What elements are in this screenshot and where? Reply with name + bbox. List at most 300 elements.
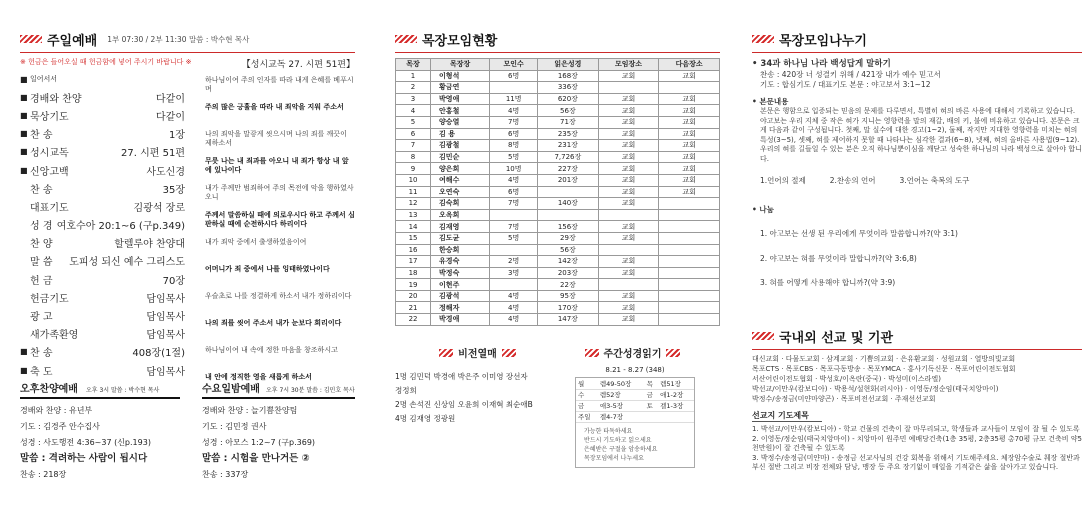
table-cell: 교회 bbox=[659, 151, 720, 163]
order-value: 408장(1절) bbox=[132, 348, 185, 360]
table-row bbox=[396, 209, 720, 221]
table-cell bbox=[659, 302, 720, 314]
prayer-item: 2. 이영동/정순임(태국치앙마이) - 치앙마이 원주민 예배당건축(1층 35평, 2층35평 총70평 규모 건축비 약5천만원)이 잘 건축될 수 있도록 bbox=[752, 434, 1082, 452]
table-cell: 유경숙 bbox=[431, 256, 490, 268]
table-cell: 336장 bbox=[538, 82, 599, 94]
table-cell: 14 bbox=[396, 221, 431, 233]
table-cell bbox=[490, 279, 538, 291]
table-cell: 양승열 bbox=[431, 116, 490, 128]
key-point: 3.언어는 축복의 도구 bbox=[899, 176, 970, 185]
stripes-icon bbox=[439, 349, 453, 357]
vision-header bbox=[395, 345, 565, 360]
divider bbox=[395, 52, 720, 53]
table-cell bbox=[598, 209, 659, 221]
table-cell: 교회 bbox=[659, 128, 720, 140]
lesson-song: 찬송 : 420장 너 성결키 위해 / 421장 내가 예수 믿고서 bbox=[760, 69, 941, 79]
key-points bbox=[752, 176, 1082, 187]
table-cell: 3 bbox=[396, 93, 431, 105]
divider bbox=[752, 52, 1082, 53]
order-label-text: 광 고 bbox=[30, 312, 53, 324]
order-label bbox=[20, 363, 53, 378]
bullet-icon: ■ bbox=[20, 92, 28, 102]
table-cell: 6명 bbox=[490, 70, 538, 82]
table-row bbox=[396, 232, 720, 244]
order-item bbox=[20, 70, 185, 88]
weekly-range: 8.21 - 8.27 (348) bbox=[605, 366, 665, 374]
right-column bbox=[752, 0, 1082, 516]
table-cell bbox=[538, 209, 599, 221]
wed-details bbox=[202, 403, 355, 483]
bullet-icon: ■ bbox=[20, 365, 28, 375]
mission-line: 박선교/이만우(캄보디아) · 박용석/설현화(러시아) · 이영동/정순임(태국치앙마이) bbox=[752, 385, 999, 393]
schedule-row bbox=[576, 400, 694, 411]
schedule-cell: 애1-2장 bbox=[658, 389, 694, 400]
table-header: 목장 bbox=[396, 59, 431, 71]
table-cell bbox=[659, 244, 720, 256]
table-header: 모임장소 bbox=[598, 59, 659, 71]
table-cell bbox=[659, 198, 720, 210]
order-label bbox=[20, 144, 69, 159]
table-row bbox=[396, 221, 720, 233]
mission-line: 박정수/송정금(미얀마양곤) · 목포비전선교회 · 주재선선교회 bbox=[752, 395, 936, 403]
schedule-cell: 금 bbox=[576, 400, 598, 411]
order-label-text: 찬 양 bbox=[30, 239, 53, 251]
table-cell: 156장 bbox=[538, 221, 599, 233]
table-cell: 4명 bbox=[490, 174, 538, 186]
table-cell: 56장 bbox=[538, 244, 599, 256]
schedule-cell bbox=[658, 411, 694, 422]
sharing-title: 목장모임나누기 bbox=[779, 33, 867, 49]
table-cell: 13 bbox=[396, 209, 431, 221]
table-cell: 6명 bbox=[490, 186, 538, 198]
table-cell: 2 bbox=[396, 82, 431, 94]
table-cell: 140장 bbox=[538, 198, 599, 210]
schedule-cell: 겔4-7장 bbox=[598, 411, 645, 422]
table-cell: 교회 bbox=[598, 70, 659, 82]
order-label bbox=[20, 217, 53, 232]
order-item bbox=[20, 143, 185, 161]
pm-line: 성경 : 사도행전 4:36~37 (신p.193) bbox=[20, 438, 151, 447]
table-cell: 142장 bbox=[538, 256, 599, 268]
weekly-header bbox=[575, 345, 695, 360]
order-value: 35장 bbox=[162, 184, 185, 196]
table-cell: 4명 bbox=[490, 302, 538, 314]
table-cell: 교회 bbox=[598, 256, 659, 268]
table-cell: 168장 bbox=[538, 70, 599, 82]
bullet-icon: ■ bbox=[20, 129, 28, 139]
table-cell: 교회 bbox=[659, 93, 720, 105]
bullet-icon: ■ bbox=[20, 110, 28, 120]
order-value: 담임목사 bbox=[146, 330, 185, 342]
order-label-text: 찬 송 bbox=[30, 130, 53, 142]
table-cell: 203장 bbox=[538, 267, 599, 279]
table-cell bbox=[659, 290, 720, 302]
pm-line: 찬송 : 218장 bbox=[20, 470, 67, 479]
order-label-text: 찬 송 bbox=[30, 348, 53, 360]
table-row bbox=[396, 105, 720, 117]
order-value: 사도신경 bbox=[146, 166, 185, 178]
stripes-icon bbox=[752, 332, 774, 340]
group-status-title: 목장모임현황 bbox=[422, 33, 498, 49]
left-column bbox=[20, 0, 355, 516]
table-cell: 10명 bbox=[490, 163, 538, 175]
mission-list bbox=[752, 354, 1082, 404]
table-cell: 16 bbox=[396, 244, 431, 256]
table-cell: 이형석 bbox=[431, 70, 490, 82]
order-item bbox=[20, 306, 185, 324]
schedule-cell bbox=[645, 411, 659, 422]
table-cell: 56장 bbox=[538, 105, 599, 117]
table-cell: 김재영 bbox=[431, 221, 490, 233]
weekly-title: 주간성경읽기 bbox=[603, 349, 662, 360]
group-table bbox=[395, 58, 720, 326]
schedule-cell: 렘52장 bbox=[598, 389, 645, 400]
share-question: 2. 야고보는 혀를 무엇이라 말합니까?(약 3:6,8) bbox=[760, 253, 917, 263]
lesson-topic: • 34과 하나님 나라 백성답게 말하기 bbox=[752, 59, 891, 69]
offering-notice: ※ 헌금은 들어오실 때 헌금함에 넣어 주시기 바랍니다 ※ bbox=[20, 58, 192, 66]
weekly-note: 은혜받은 구절을 암송하세요 bbox=[584, 445, 658, 453]
key-point: 2.찬송의 언어 bbox=[829, 176, 876, 185]
order-value: 1장 bbox=[168, 130, 185, 142]
schedule-cell: 렘49-50장 bbox=[598, 378, 645, 389]
order-label-text: 성 경 bbox=[30, 221, 53, 233]
table-row bbox=[396, 290, 720, 302]
prayer-title: 선교지 기도제목 bbox=[752, 410, 822, 422]
table-cell: 3명 bbox=[490, 267, 538, 279]
table-cell: 교회 bbox=[659, 140, 720, 152]
table-cell: 29장 bbox=[538, 232, 599, 244]
table-row bbox=[396, 151, 720, 163]
order-value: 할렐루야 찬양대 bbox=[114, 239, 185, 251]
mission-header bbox=[752, 325, 1082, 347]
order-item bbox=[20, 325, 185, 343]
order-label-text: 대표기도 bbox=[30, 202, 69, 214]
mission-line: 대신교회 · 다물도교회 · 삼계교회 · 기쁨의교회 · 은유환교회 · 성원교회 · 열방의빛교회 bbox=[752, 355, 1016, 363]
order-label bbox=[20, 326, 78, 341]
divider bbox=[20, 52, 355, 53]
table-cell: 7명 bbox=[490, 116, 538, 128]
table-row bbox=[396, 314, 720, 326]
vision-list bbox=[395, 370, 565, 426]
table-row bbox=[396, 244, 720, 256]
table-cell: 5명 bbox=[490, 151, 538, 163]
pm-title: 오후찬양예배 bbox=[20, 384, 78, 395]
table-cell bbox=[659, 256, 720, 268]
weekly-note: 반드시 기도하고 읽으세요 bbox=[584, 436, 652, 444]
weekly-note: 가능한 타독하세요 bbox=[584, 427, 633, 435]
table-cell: 교회 bbox=[598, 221, 659, 233]
sunday-subtitle: 1부 07:30 / 2부 11:30 말씀 : 박수현 목사 bbox=[107, 34, 250, 44]
order-item bbox=[20, 270, 185, 288]
table-cell: 7 bbox=[396, 140, 431, 152]
table-row bbox=[396, 174, 720, 186]
share-question: 1. 아고보는 선생 된 우리에게 무엇이라 말씀합니까?(약 3:1) bbox=[760, 229, 958, 238]
order-value: 도피성 되신 예수 그리스도 bbox=[69, 257, 185, 269]
order-label bbox=[20, 199, 69, 214]
lesson-topic-text: 34과 하나님 나라 백성답게 말하기 bbox=[760, 59, 891, 69]
order-label bbox=[20, 235, 53, 250]
order-item bbox=[20, 216, 185, 234]
reading-label: 【성시교독 27. 시편 51편】 bbox=[241, 60, 355, 70]
table-cell: 교회 bbox=[659, 163, 720, 175]
reading-line: 나의 죄를 씻어 주소서 내가 눈보다 희리이다 bbox=[205, 319, 342, 327]
wed-line: 찬송 : 337장 bbox=[202, 470, 249, 479]
table-header: 다음장소 bbox=[659, 59, 720, 71]
schedule-cell: 월 bbox=[576, 378, 598, 389]
order-label-text: 경배와 찬양 bbox=[30, 93, 82, 105]
order-label-text: 성시교독 bbox=[30, 148, 69, 160]
reading-line: 하나님이여 내 속에 정한 마음을 창조하시고 bbox=[205, 346, 338, 354]
table-cell bbox=[659, 82, 720, 94]
table-cell: 11 bbox=[396, 186, 431, 198]
order-label-text: 묵상기도 bbox=[30, 111, 69, 123]
table-cell: 교회 bbox=[598, 151, 659, 163]
weekly-schedule bbox=[575, 377, 695, 468]
table-cell bbox=[659, 232, 720, 244]
schedule-row bbox=[576, 411, 694, 422]
order-value: 다같이 bbox=[156, 111, 185, 123]
wed-sub: 오후 7시 30분 말씀 : 김민호 목사 bbox=[265, 387, 355, 394]
pm-line: 말씀 : 격려하는 사람이 됩시다 bbox=[20, 453, 148, 464]
order-item bbox=[20, 234, 185, 252]
table-cell: 황금연 bbox=[431, 82, 490, 94]
order-value: 담임목사 bbox=[146, 366, 185, 378]
table-cell: 227장 bbox=[538, 163, 599, 175]
table-cell: 6명 bbox=[490, 128, 538, 140]
middle-column bbox=[395, 0, 720, 516]
table-cell bbox=[490, 244, 538, 256]
table-cell: 교회 bbox=[598, 140, 659, 152]
order-value: 담임목사 bbox=[146, 293, 185, 305]
table-cell: 교회 bbox=[598, 116, 659, 128]
table-cell: 9 bbox=[396, 163, 431, 175]
table-cell: 6 bbox=[396, 128, 431, 140]
table-cell: 교회 bbox=[598, 290, 659, 302]
order-label bbox=[20, 181, 53, 196]
table-cell: 교회 bbox=[598, 267, 659, 279]
order-label bbox=[20, 163, 69, 178]
sunday-header bbox=[20, 28, 355, 50]
order-item bbox=[20, 288, 185, 306]
table-cell: 4명 bbox=[490, 290, 538, 302]
table-cell: 4 bbox=[396, 105, 431, 117]
body-title: • 본문내용 bbox=[752, 96, 789, 106]
wed-line: 기도 : 김민정 권사 bbox=[202, 422, 267, 431]
vision-title: 비전열매 bbox=[458, 349, 497, 360]
order-label-text: 말 씀 bbox=[30, 257, 53, 269]
table-cell: 김숙희 bbox=[431, 198, 490, 210]
order-item bbox=[20, 343, 185, 361]
order-value: 70장 bbox=[162, 275, 185, 287]
table-cell bbox=[538, 186, 599, 198]
mission-line: 목포CTS · 목포CBS · 목포극동방송 · 목포YMCA · 홍사기독신문 · 목포어린이전도협회 bbox=[752, 365, 1016, 373]
bullet-icon: ■ bbox=[20, 165, 28, 175]
prayer-item: 3. 박정수/송정금(미얀마) - 송정금 선교사님의 건강 회복을 위해서 기도해주세요. 체장암수술로 췌장 절반과 부신 절반 그리고 비장 전체와 담낭, 맹장 등 주요 장기없이 매일을 기적같은 삶을 살아가고 있습니다. bbox=[752, 453, 1080, 471]
table-cell: 12 bbox=[396, 198, 431, 210]
order-value: 김광석 장로 bbox=[133, 202, 185, 214]
order-label-text: 일어서서 bbox=[30, 75, 58, 84]
reading-line: 우슬초로 나를 정결하게 하소서 내가 정하리이다 bbox=[205, 292, 352, 300]
table-cell: 교회 bbox=[598, 128, 659, 140]
table-cell: 김민순 bbox=[431, 151, 490, 163]
table-header: 읽은성경 bbox=[538, 59, 599, 71]
table-cell: 교회 bbox=[659, 116, 720, 128]
wed-title: 수요일밤예배 bbox=[202, 384, 260, 395]
stripes-icon bbox=[752, 35, 774, 43]
table-cell: 620장 bbox=[538, 93, 599, 105]
stripes-icon bbox=[585, 349, 599, 357]
pm-line: 경배와 찬양 : 유년부 bbox=[20, 406, 93, 415]
reading-line: 하나님이여 주의 인자를 따라 내게 은혜를 베푸시며 bbox=[205, 76, 354, 93]
table-cell: 김 용 bbox=[431, 128, 490, 140]
schedule-cell: 목 bbox=[645, 378, 659, 389]
table-cell: 박영애 bbox=[431, 93, 490, 105]
order-item bbox=[20, 88, 185, 106]
wed-line: 경배와 찬양 : 늘기쁨찬양팀 bbox=[202, 406, 298, 415]
table-cell: 15 bbox=[396, 232, 431, 244]
reading-line: 나의 죄악을 말갛게 씻으시며 나의 죄를 깨끗이 제하소서 bbox=[205, 130, 347, 147]
table-cell: 교회 bbox=[659, 186, 720, 198]
table-cell: 김도균 bbox=[431, 232, 490, 244]
order-label bbox=[20, 253, 53, 268]
order-value: 담임목사 bbox=[146, 312, 185, 324]
worship-order bbox=[20, 70, 185, 379]
table-cell: 4명 bbox=[490, 314, 538, 326]
sharing-header bbox=[752, 28, 1082, 50]
table-cell: 11명 bbox=[490, 93, 538, 105]
table-cell: 박정숙 bbox=[431, 267, 490, 279]
table-cell bbox=[490, 82, 538, 94]
reading-line: 무릇 나는 내 죄과를 아오니 내 죄가 항상 내 앞에 있나이다 bbox=[205, 157, 349, 174]
table-cell: 19 bbox=[396, 279, 431, 291]
table-row bbox=[396, 302, 720, 314]
table-cell: 7,726장 bbox=[538, 151, 599, 163]
order-label bbox=[20, 344, 53, 359]
body-text: 본문은 행함으로 입증되는 믿음의 문제를 다루면서, 특별히 혀의 바른 사용에 대해서 기록하고 있습니다. 야고보는 우리 지체 중 작은 혀가 지니는 영향력을 말의 재갈, 배의 키, 불에 비유하고 있습니다. 본문은 크게 다음과 같이 구성됩니다. 첫째, 말 실수에 대한 경고(1~2), 둘째, 작지만 지대한 영향력을 미치는 혀의 특성(3~5), 셋째, 혀를 제어하지 못할 때 나타나는 심각한 결과(6~8), 넷째, 혀의 올바른 사용법(9~12). 우리의 혀를 길들일 수 있는 분은 오직 하나님뿐이심을 깨닫고 성숙한 하나님의 나라 백성으로 살아야 합니다. bbox=[760, 107, 1082, 163]
table-cell: 170장 bbox=[538, 302, 599, 314]
schedule-row bbox=[576, 389, 694, 400]
order-label-text: 찬 송 bbox=[30, 184, 53, 196]
table-cell: 95장 bbox=[538, 290, 599, 302]
bullet-icon: ■ bbox=[20, 347, 28, 357]
table-row bbox=[396, 256, 720, 268]
divider bbox=[752, 349, 1082, 350]
order-value: 다같이 bbox=[156, 93, 185, 105]
mission-title: 국내외 선교 및 기관 bbox=[779, 330, 894, 346]
stripes-icon bbox=[395, 35, 417, 43]
table-cell: 교회 bbox=[659, 70, 720, 82]
schedule-cell: 겔1-3장 bbox=[658, 400, 694, 411]
order-label-text: 헌 금 bbox=[30, 275, 53, 287]
order-item bbox=[20, 125, 185, 143]
table-row bbox=[396, 186, 720, 198]
order-item bbox=[20, 252, 185, 270]
bullet-icon: ■ bbox=[20, 74, 28, 84]
table-cell: 8 bbox=[396, 151, 431, 163]
table-cell: 10 bbox=[396, 174, 431, 186]
table-cell: 정해자 bbox=[431, 302, 490, 314]
bullet-icon: ■ bbox=[20, 147, 28, 157]
table-cell: 교회 bbox=[659, 174, 720, 186]
table-cell: 1 bbox=[396, 70, 431, 82]
share-questions bbox=[752, 229, 1082, 289]
table-cell bbox=[659, 209, 720, 221]
pm-line: 기도 : 김경주 안수집사 bbox=[20, 422, 100, 431]
table-cell: 231장 bbox=[538, 140, 599, 152]
pm-details bbox=[20, 403, 180, 483]
order-item bbox=[20, 179, 185, 197]
share-title: • 나눔 bbox=[752, 204, 774, 214]
order-item bbox=[20, 361, 185, 379]
reading-line: 어머니가 죄 중에서 나를 잉태하였나이다 bbox=[205, 265, 330, 273]
weekly-note: 목장모임에서 나누세요 bbox=[584, 454, 644, 462]
order-label bbox=[20, 126, 53, 141]
share-question: 3. 혀를 어떻게 사용해야 합니까?(약 3:9) bbox=[760, 278, 896, 287]
table-cell: 교회 bbox=[598, 198, 659, 210]
table-cell: 한승희 bbox=[431, 244, 490, 256]
order-item bbox=[20, 197, 185, 215]
order-label-text: 축 도 bbox=[30, 366, 53, 378]
table-cell: 2명 bbox=[490, 256, 538, 268]
table-cell: 7명 bbox=[490, 198, 538, 210]
schedule-cell: 수 bbox=[576, 389, 598, 400]
schedule-cell: 주일 bbox=[576, 411, 598, 422]
table-cell: 20 bbox=[396, 290, 431, 302]
order-label bbox=[20, 74, 57, 84]
stripes-icon bbox=[20, 35, 42, 43]
table-cell: 교회 bbox=[598, 232, 659, 244]
order-item bbox=[20, 106, 185, 124]
schedule-cell: 애3-5장 bbox=[598, 400, 645, 411]
lesson-prayer: 기도 : 합심기도 / 대표기도 본문 : 야고보서 3:1~12 bbox=[760, 80, 931, 89]
order-label bbox=[20, 108, 69, 123]
order-label bbox=[20, 90, 81, 105]
table-cell bbox=[490, 209, 538, 221]
table-cell: 18 bbox=[396, 267, 431, 279]
stripes-icon bbox=[502, 349, 516, 357]
table-row bbox=[396, 93, 720, 105]
key-point: 1.언어의 절제 bbox=[760, 176, 806, 185]
table-cell: 235장 bbox=[538, 128, 599, 140]
table-cell bbox=[659, 314, 720, 326]
table-cell: 박경애 bbox=[431, 314, 490, 326]
table-cell: 양은희 bbox=[431, 163, 490, 175]
table-row bbox=[396, 116, 720, 128]
order-value: 27. 시편 51편 bbox=[121, 148, 185, 160]
table-cell: 교회 bbox=[598, 302, 659, 314]
table-cell: 7명 bbox=[490, 221, 538, 233]
table-cell: 교회 bbox=[598, 186, 659, 198]
table-cell: 교회 bbox=[659, 105, 720, 117]
schedule-cell: 렘51장 bbox=[658, 378, 694, 389]
table-cell: 201장 bbox=[538, 174, 599, 186]
mission-line: 서산어린이전도협회 · 박성호/이옥란(중국) · 박성미(이스라엘) bbox=[752, 375, 941, 383]
sunday-title: 주일예배 bbox=[47, 33, 98, 49]
table-cell: 21 bbox=[396, 302, 431, 314]
table-cell: 5 bbox=[396, 116, 431, 128]
prayer-item: 1. 박선교/이만우(캄보디아) - 학교 건물의 건축이 잘 마무리되고, 학생들과 교사들이 모임이 잘 될 수 있도록 bbox=[752, 425, 1080, 433]
table-header: 목장장 bbox=[431, 59, 490, 71]
order-item bbox=[20, 161, 185, 179]
table-row bbox=[396, 70, 720, 82]
table-cell: 교회 bbox=[598, 105, 659, 117]
vision-line: 2명 손석진 신상임 오윤희 이재혁 최순애B bbox=[395, 400, 533, 409]
table-cell bbox=[598, 279, 659, 291]
stripes-icon bbox=[666, 349, 680, 357]
table-row bbox=[396, 267, 720, 279]
table-cell: 김광철 bbox=[431, 140, 490, 152]
responsive-reading bbox=[205, 76, 355, 400]
